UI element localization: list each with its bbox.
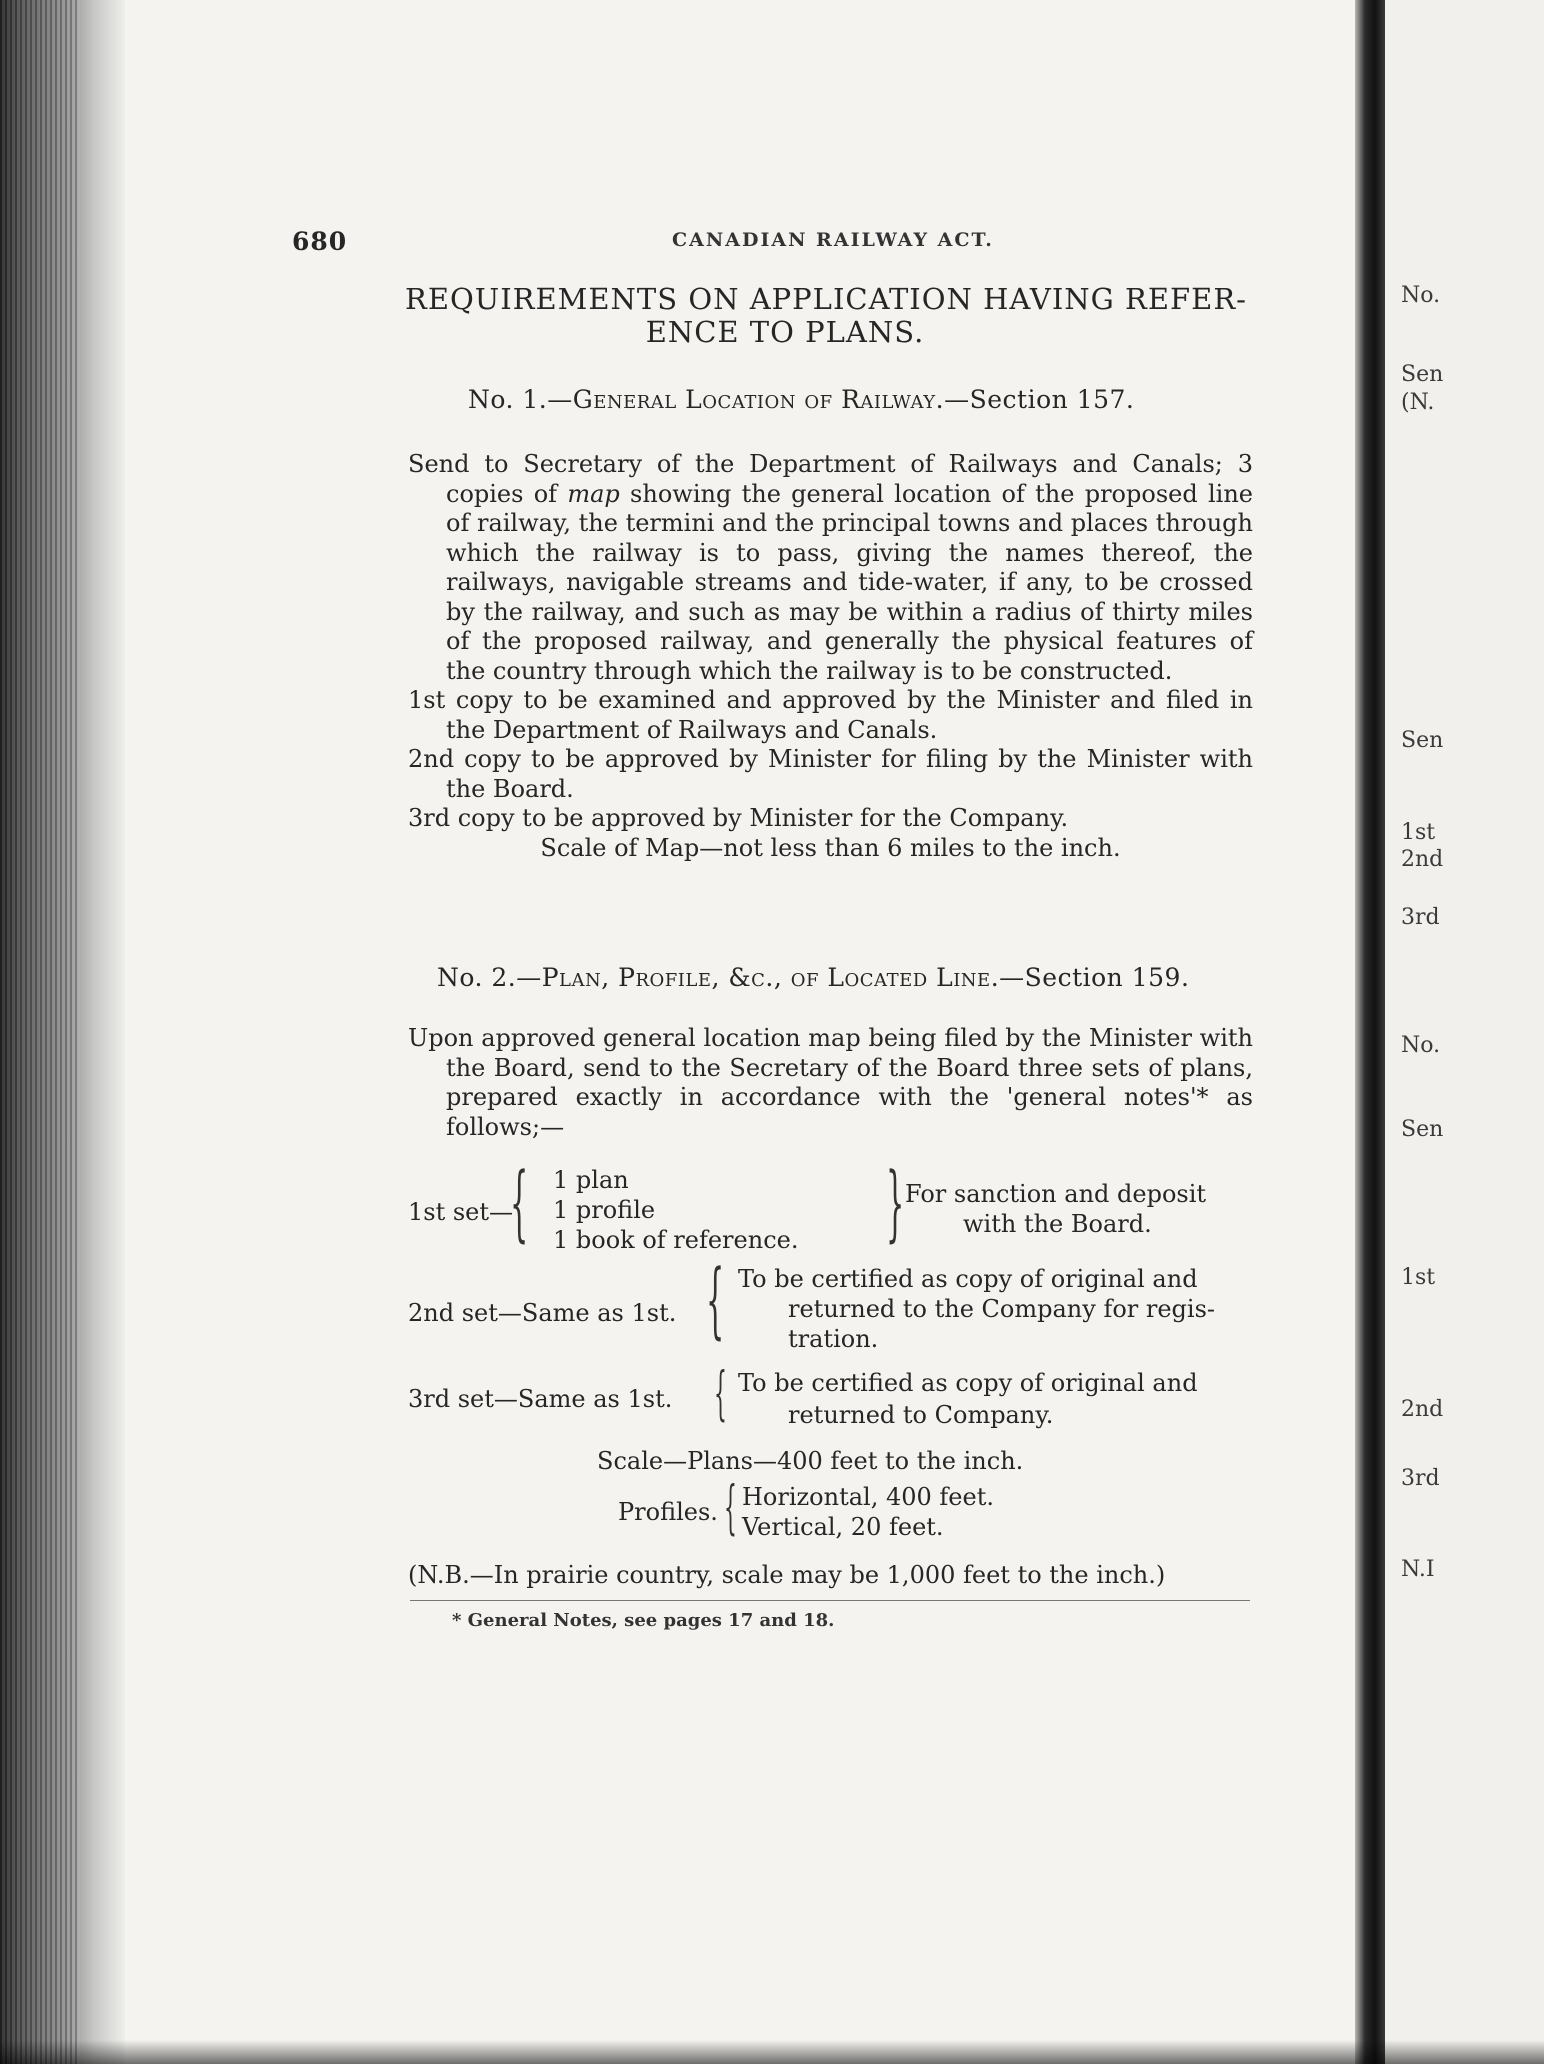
left-brace: { (714, 1359, 727, 1427)
facing-fragment: N.I (1401, 1557, 1435, 1582)
set-2-label: 2nd set—Same as 1st. (408, 1299, 677, 1327)
document-title (405, 283, 1255, 349)
footnote: * General Notes, see pages 17 and 18. (452, 1610, 835, 1631)
facing-fragment: Sen (1401, 362, 1444, 387)
facing-fragment: (N. (1401, 390, 1435, 415)
facing-fragment: 1st (1401, 1265, 1436, 1290)
right-brace: } (886, 1156, 905, 1251)
set-2-purpose-line-2: returned to the Company for regis- (788, 1295, 1216, 1323)
facing-fragment: No. (1401, 283, 1441, 308)
footnote-rule (410, 1600, 1250, 1601)
facing-fragment: No. (1401, 1033, 1441, 1058)
map-description: showing the general location of the proposed line of railway, the termini and the principal towns and places through which the railway is to pass, giving the names thereof, the railways, navigable streams and tide-water, if any, to be crossed by the railway, and such as may be within a radius of thirty miles of the proposed railway, and generally the physical features of the country through which the railway is to be constructed. (446, 479, 1253, 685)
intro-text: Upon approved general location map being filed by the Minister with the Board, send to the Secretary of the Board three sets of plans, prepared exactly in accordance with the 'general notes'* as follows;— (408, 1024, 1253, 1141)
section-1-reference: —Section 157. (944, 385, 1135, 414)
profiles-horizontal: Horizontal, 400 feet. (742, 1483, 994, 1511)
set-3-purpose-line-1: To be certified as copy of original and (738, 1369, 1198, 1397)
facing-fragment: Sen (1401, 1117, 1444, 1142)
facing-fragment: 1st (1401, 820, 1436, 845)
set-1-purpose-line-2: with the Board. (963, 1210, 1152, 1238)
profiles-vertical: Vertical, 20 feet. (742, 1513, 944, 1541)
left-brace: { (706, 1253, 725, 1348)
running-head: CANADIAN RAILWAY ACT. (672, 229, 994, 251)
left-brace: { (724, 1473, 737, 1541)
page-edge-stripes (0, 0, 80, 2064)
profiles-label: Profiles. (618, 1498, 718, 1526)
section-2-intro (408, 1024, 1253, 1142)
section-2-heading (437, 963, 1189, 992)
copy-2: 2nd copy to be approved by Minister for filing by the Minister with the Board. (408, 745, 1253, 803)
plans-scale: Scale—Plans—400 feet to the inch. (597, 1447, 1024, 1475)
send-line: Send to Secretary of the Department of Railways and Canals; (408, 450, 1223, 478)
section-2-title: Plan, Profile, &c., of Located Line. (541, 963, 1000, 992)
map-scale: Scale of Map—not less than 6 miles to the inch. (540, 833, 1121, 862)
book-gutter-shadow (1355, 0, 1385, 2064)
facing-fragment: 3rd (1401, 905, 1440, 930)
left-brace: { (510, 1156, 529, 1251)
facing-fragment: 2nd (1401, 1397, 1444, 1422)
copy-3: 3rd copy to be approved by Minister for the Company. (408, 804, 1069, 832)
section-2-number: No. 2.— (437, 963, 542, 992)
set-1-label: 1st set— (408, 1198, 514, 1226)
bottom-edge-shadow (0, 2040, 1544, 2064)
section-2-reference: —Section 159. (999, 963, 1190, 992)
title-line-1: REQUIREMENTS ON APPLICATION HAVING REFER- (405, 282, 1247, 316)
copies-count: 3 copies of (446, 450, 1253, 508)
book-page-edges (0, 0, 125, 2064)
prairie-note: (N.B.—In prairie country, scale may be 1,000 feet to the inch.) (408, 1561, 1166, 1589)
page-number: 680 (292, 227, 348, 256)
facing-page (1385, 0, 1544, 2064)
set-2-purpose-line-3: tration. (788, 1325, 879, 1353)
map-word: map (567, 479, 620, 508)
section-1-number: No. 1.— (468, 385, 573, 414)
set-3-purpose-line-2: returned to Company. (788, 1401, 1054, 1429)
section-1-heading (468, 385, 1134, 414)
set-1-item-profile: 1 profile (553, 1196, 656, 1224)
send-instruction (408, 450, 1253, 686)
title-line-2: ENCE TO PLANS. (645, 315, 925, 349)
facing-fragment: 3rd (1401, 1466, 1440, 1491)
section-1-title: General Location of Railway. (572, 385, 945, 414)
facing-fragment: 2nd (1401, 847, 1444, 872)
set-2-purpose-line-1: To be certified as copy of original and (738, 1265, 1198, 1293)
set-1-item-book: 1 book of reference. (553, 1226, 799, 1254)
copy-1: 1st copy to be examined and approved by the Minister and filed in the Department of Railways and Canals. (408, 686, 1253, 744)
set-3-label: 3rd set—Same as 1st. (408, 1385, 673, 1413)
set-1-purpose-line-1: For sanction and deposit (905, 1180, 1207, 1208)
facing-fragment: Sen (1401, 728, 1444, 753)
set-1-item-plan: 1 plan (553, 1166, 629, 1194)
section-1-body (408, 450, 1253, 863)
